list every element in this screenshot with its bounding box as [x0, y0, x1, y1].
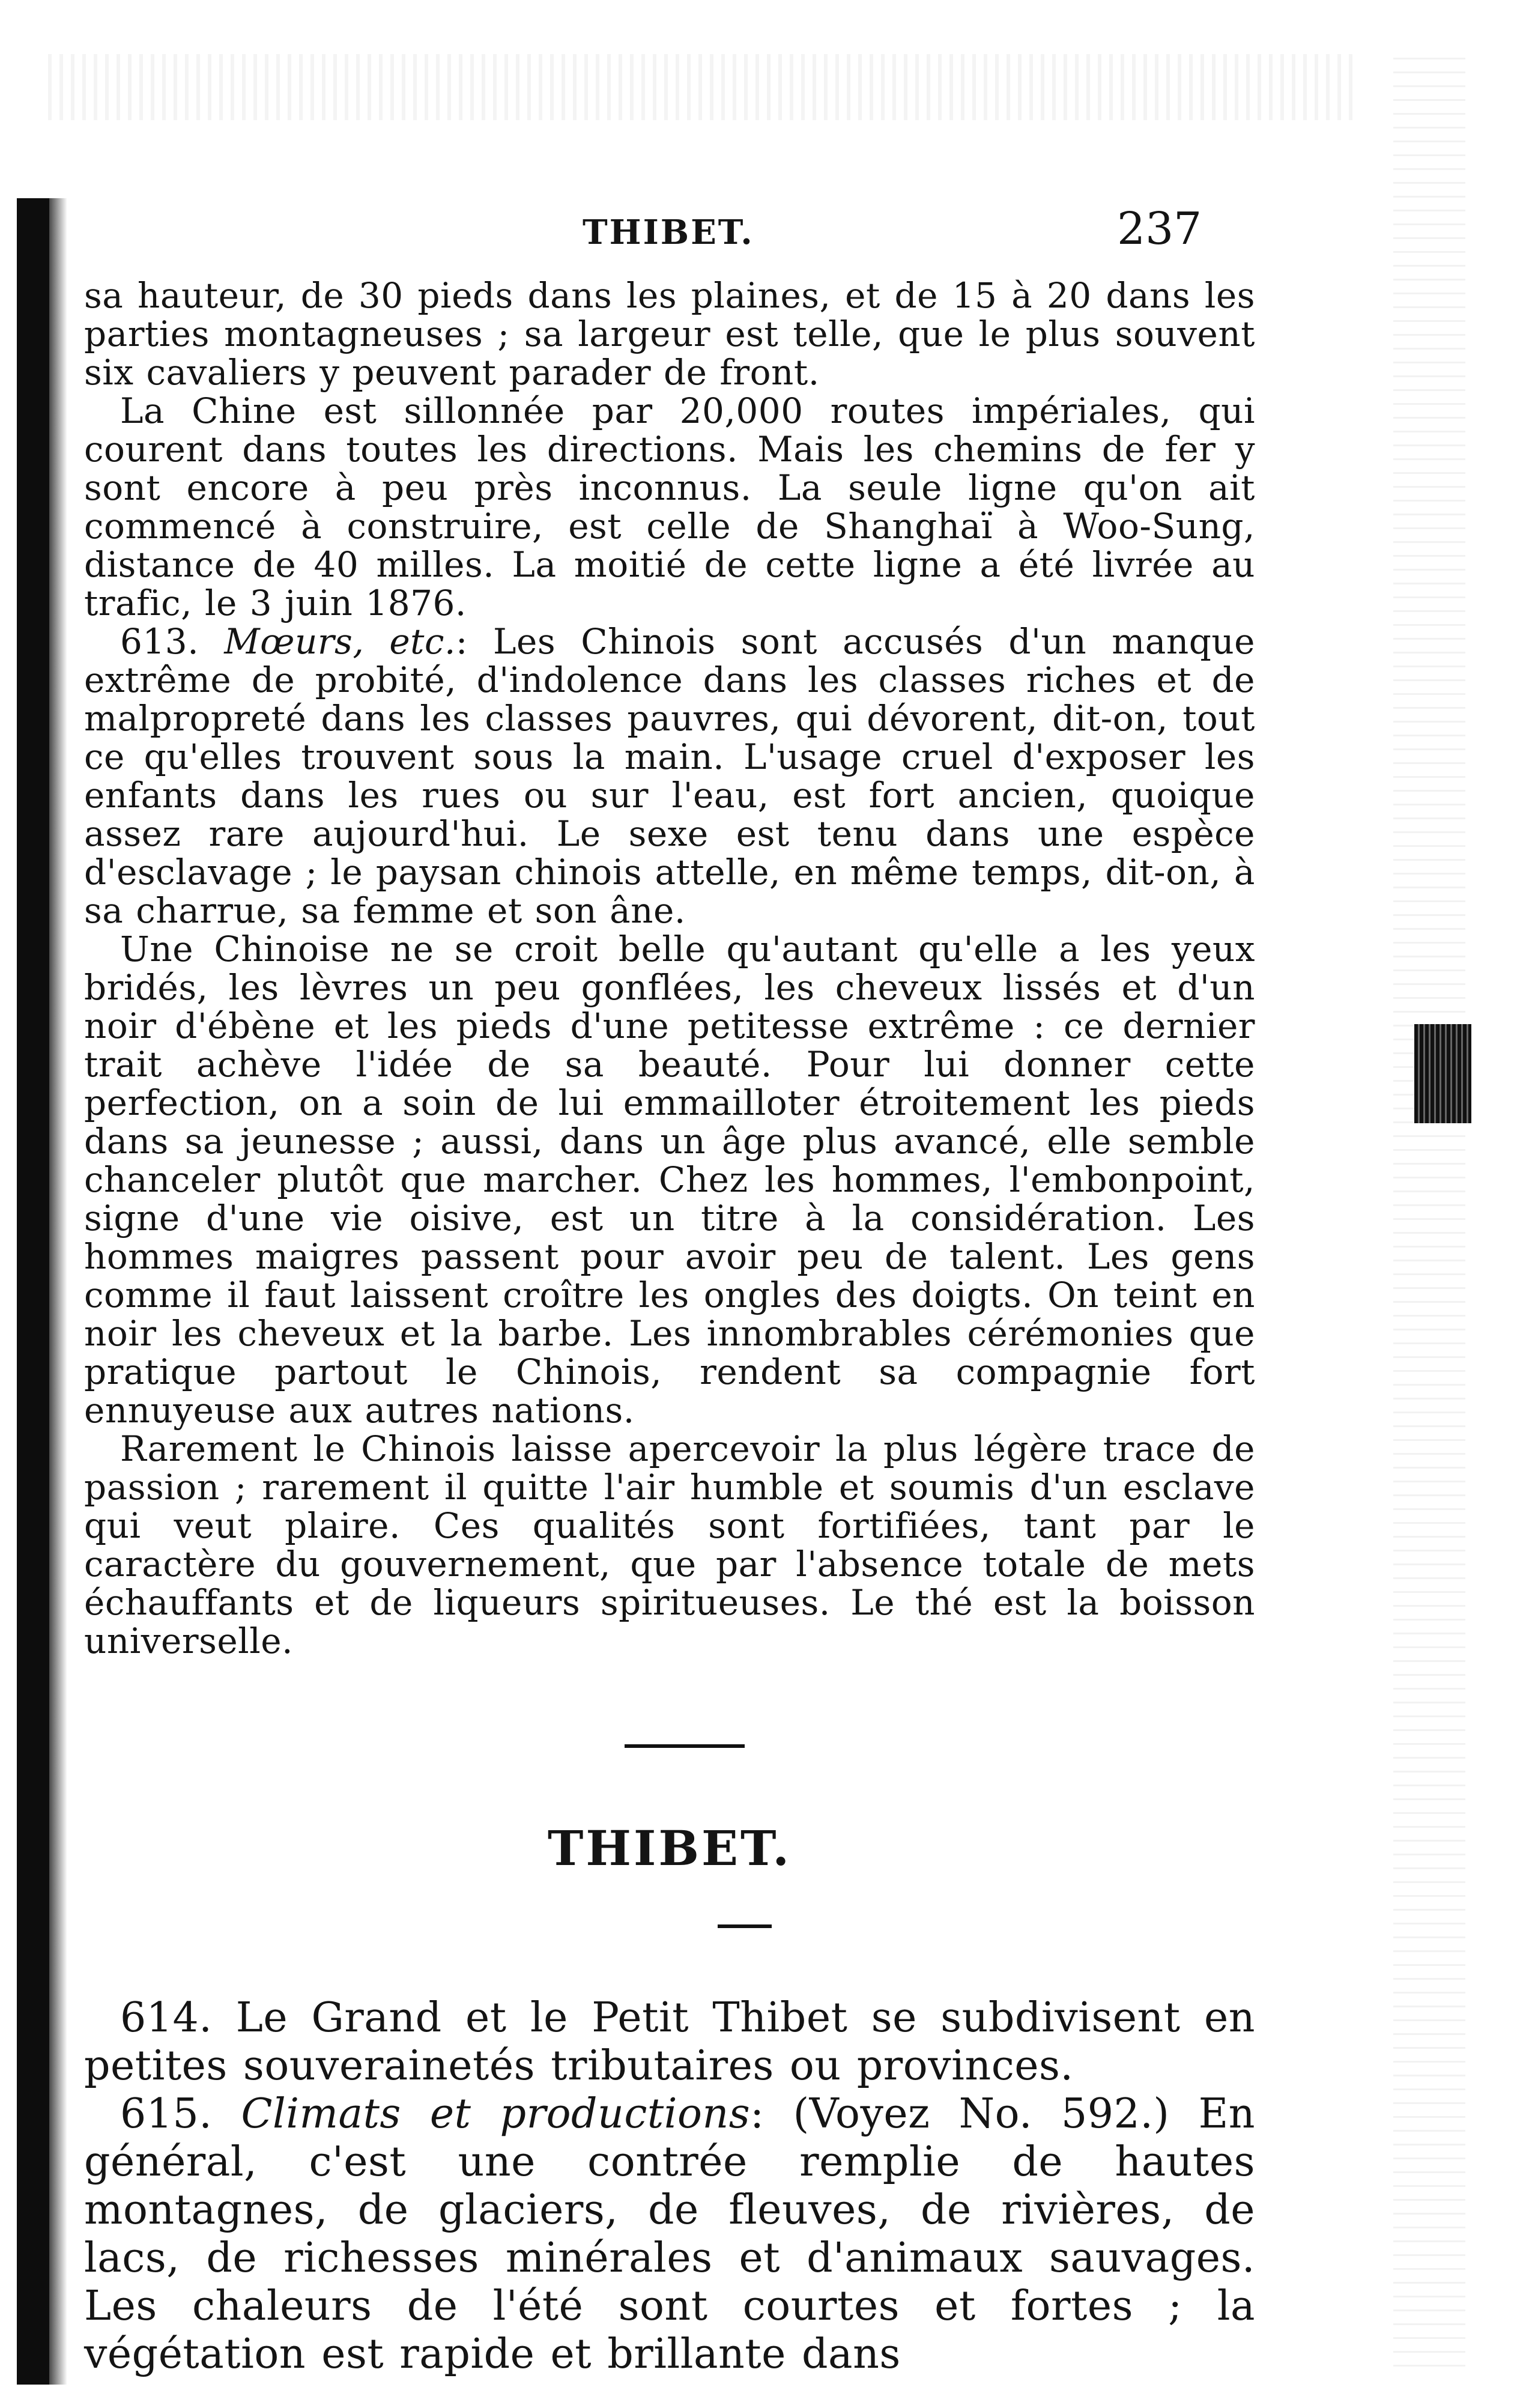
scan-artifact-block	[1414, 1024, 1471, 1123]
paragraph-number: 615.	[120, 2090, 213, 2138]
paragraph-continued	[84, 276, 1255, 392]
binding-gradient	[49, 198, 67, 2385]
paragraph-number: 614.	[120, 1994, 213, 2042]
upper-section	[84, 276, 1255, 1660]
paragraph-heading: Mœurs, etc.	[224, 621, 456, 662]
paragraph-rarement	[84, 1430, 1255, 1660]
paragraph-heading: Climats et productions	[241, 2090, 751, 2138]
book-page	[84, 198, 1255, 2379]
paragraph-number: 613.	[120, 621, 199, 662]
running-title: THIBET.	[583, 213, 754, 252]
paragraph-615	[84, 2090, 1255, 2379]
paragraph-text: Le Grand et le Petit Thibet se subdivisent en petites souverainetés tributaires ou provinces.	[84, 1994, 1255, 2090]
scan-noise-right	[1393, 48, 1465, 2367]
paragraph-routes	[84, 392, 1255, 622]
page-header	[84, 198, 1255, 264]
paragraph-chinoise	[84, 930, 1255, 1430]
paragraph-614	[84, 1994, 1255, 2090]
page-number: 237	[1117, 203, 1202, 255]
scan-noise-top	[48, 54, 1357, 120]
section-title: THIBET.	[547, 1820, 792, 1876]
paragraph-text: Une Chinoise ne se croit belle qu'autant qu'elle a les yeux bridés, les lèvres un peu gonflées, les cheveux lissés et d'un noir d'ébène et les pieds d'une petitesse extrême : ce dernier trait achève l'idée de sa beauté. Pour lui donner cette perfection, on a soin de lui emmailloter étroitement les pieds dans sa jeunesse ; aussi, dans un âge plus avancé, elle semble chanceler plutôt que marcher. Chez les hommes, l'embonpoint, signe d'une vie oisive, est un titre à la considération. Les hommes maigres passent pour avoir peu de talent. Les gens comme il faut laissent croître les ongles des doigts. On teint en noir les cheveux et la barbe. Les innombrables cérémonies que pratique partout le Chinois, rendent sa compagnie fort ennuyeuse aux autres nations.	[84, 929, 1255, 1431]
book-binding-shadow	[17, 198, 49, 2385]
paragraph-613	[84, 622, 1255, 930]
section-title-underline	[718, 1924, 772, 1928]
lower-section	[84, 1994, 1255, 2379]
paragraph-text: Rarement le Chinois laisse apercevoir la plus légère trace de passion ; rarement il quitte l'air humble et soumis d'un esclave qui veut plaire. Ces qualités sont fortifiées, tant par le caractère du gouvernement, que par l'absence totale de mets échauffants et de liqueurs spiritueuses. Le thé est la boisson universelle.	[84, 1428, 1255, 1661]
paragraph-text: sa hauteur, de 30 pieds dans les plaines, et de 15 à 20 dans les parties montagneuses ; sa largeur est telle, que le plus souvent six cavaliers y peuvent parader de front.	[84, 275, 1255, 393]
paragraph-text: La Chine est sillonnée par 20,000 routes impériales, qui courent dans toutes les directions. Mais les chemins de fer y sont encore à peu près inconnus. La seule ligne qu'on ait commencé à construire, est celle de Shanghaï à Woo-Sung, distance de 40 milles. La moitié de cette ligne a été livrée au trafic, le 3 juin 1876.	[84, 390, 1255, 623]
paragraph-text: : Les Chinois sont accusés d'un manque extrême de probité, d'indolence dans les classes riches et de malpropreté dans les classes pauvres, qui dévorent, dit-on, tout ce qu'elles trouvent sous la main. L'usage cruel d'exposer les enfants dans les rues ou sur l'eau, est fort ancien, quoique assez rare aujourd'hui. Le sexe est tenu dans une espèce d'esclavage ; le paysan chinois attelle, en même temps, dit-on, à sa charrue, sa femme et son âne.	[84, 621, 1255, 931]
section-divider-rule	[625, 1744, 745, 1748]
paragraph-text: : (Voyez No. 592.) En général, c'est une contrée remplie de hautes montagnes, de glaciers, de fleuves, de rivières, de lacs, de richesses minérales et d'animaux sauvages. Les chaleurs de l'été sont courtes et fortes ; la végétation est rapide et brillante dans	[84, 2090, 1255, 2378]
